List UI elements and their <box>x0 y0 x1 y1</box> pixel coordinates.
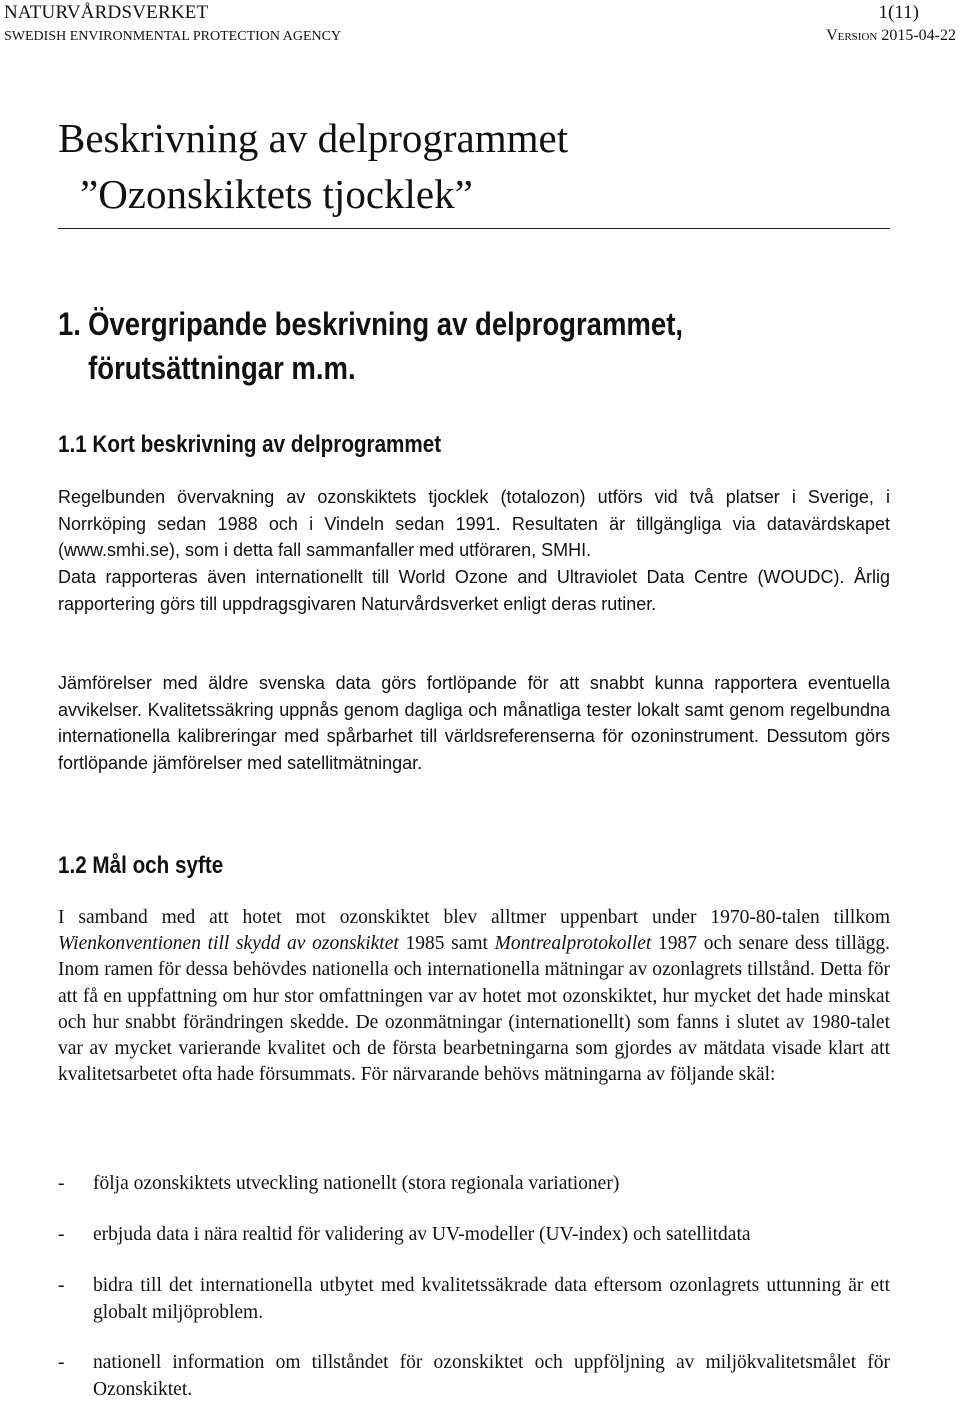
list-item <box>58 1273 890 1326</box>
bullet-marker: - <box>58 1224 65 1245</box>
bullet-marker: - <box>58 1275 65 1296</box>
section-1-2-heading: 1.2 Mål och syfte <box>58 852 224 879</box>
header-agency: SWEDISH ENVIRONMENTAL PROTECTION AGENCY <box>4 29 342 44</box>
list-item <box>58 1222 890 1249</box>
list-item <box>58 1350 890 1403</box>
bullet-marker: - <box>58 1173 65 1194</box>
page-number: 1(11) <box>878 2 919 23</box>
section-1-2-text-mid: 1985 samt <box>398 933 495 955</box>
list-item-text: följa ozonskiktets utveckling nationellt (stora regionala variationer) <box>93 1173 620 1194</box>
document-title-line2: ”Ozonskiktets tjocklek” <box>80 171 473 217</box>
document-title <box>58 110 898 222</box>
section-1-number: 1. <box>58 306 81 342</box>
bullet-marker: - <box>58 1352 65 1373</box>
list-item-text: erbjuda data i nära realtid för validering av UV-modeller (UV-index) och satellitdata <box>93 1224 751 1245</box>
section-1-title-line2: förutsättningar m.m. <box>88 350 356 386</box>
section-1-2-text-start: I samband med att hotet mot ozonskiktet blev alltmer uppenbart under 1970-80-talen tillkom <box>58 907 890 928</box>
list-item-text: nationell information om tillståndet för ozonskiktet och uppföljning av miljökvalitetsmålet för Ozonskiktet. <box>93 1352 890 1400</box>
section-1-heading <box>58 302 798 390</box>
header-org: NATURVÅRDSVERKET <box>4 2 209 23</box>
version-date: Version 2015-04-22 <box>826 27 956 44</box>
vienna-convention-title: Wienkonventionen till skydd av ozonskiktet <box>58 933 399 955</box>
section-1-1-paragraph-1b: Data rapporteras även internationellt till World Ozone and Ultraviolet Data Centre (WOUDC). Årlig rapportering görs till uppdragsgivaren Naturvårdsverket enligt deras rutiner. <box>58 567 890 614</box>
montreal-protocol-title: Montrealprotokollet <box>494 933 652 955</box>
list-item-text: bidra till det internationella utbytet med kvalitetssäkrade data eftersom ozonlagrets uttunning är ett globalt miljöproblem. <box>93 1275 890 1323</box>
section-1-1-paragraph-2: Jämförelser med äldre svenska data görs fortlöpande för att snabbt kunna rapportera eventuella avvikelser. Kvalitetssäkring uppnås genom dagliga och månatliga tester lokalt samt genom regelbundna internationella kalibreringar med spårbarhet till världsreferenserna för ozoninstrument. Dessutom görs fortlöpande jämförelser med satellitmätningar. <box>58 673 890 773</box>
list-item <box>58 1171 890 1198</box>
section-1-1-heading: 1.1 Kort beskrivning av delprogrammet <box>58 431 442 458</box>
document-title-line1: Beskrivning av delprogrammet <box>58 115 569 161</box>
section-1-title-line1: Övergripande beskrivning av delprogrammet, <box>88 306 684 342</box>
section-1-2-paragraph <box>58 905 890 1088</box>
section-1-2-text-end: 1987 och senare dess tillägg. Inom ramen för dessa behövdes nationella och internationella mätningar av ozonlagrets tillstånd. Detta för att få en uppfattning om hur stor omfattningen var av hotet mot ozonskiktet, hur mycket det hade minskat och hur snabbt förändringen skedde. De ozonmätningar (internationellt) som fanns i slutet av 1980-talet var av mycket varierande kvalitet och de första bearbetningarna som gjordes av mätdata visade klart att kvalitetsarbetet ofta hade försummats. För närvarande behövs mätningarna av följande skäl: <box>58 933 890 1086</box>
section-1-1-paragraph-1: Regelbunden övervakning av ozonskiktets tjocklek (totalozon) utförs vid två platser i Sverige, i Norrköping sedan 1988 och i Vindeln sedan 1991. Resultaten är tillgängliga via datavärdskapet (www.smhi.se), som i detta fall sammanfaller med utföraren, SMHI. <box>58 487 890 560</box>
title-divider <box>58 228 890 229</box>
